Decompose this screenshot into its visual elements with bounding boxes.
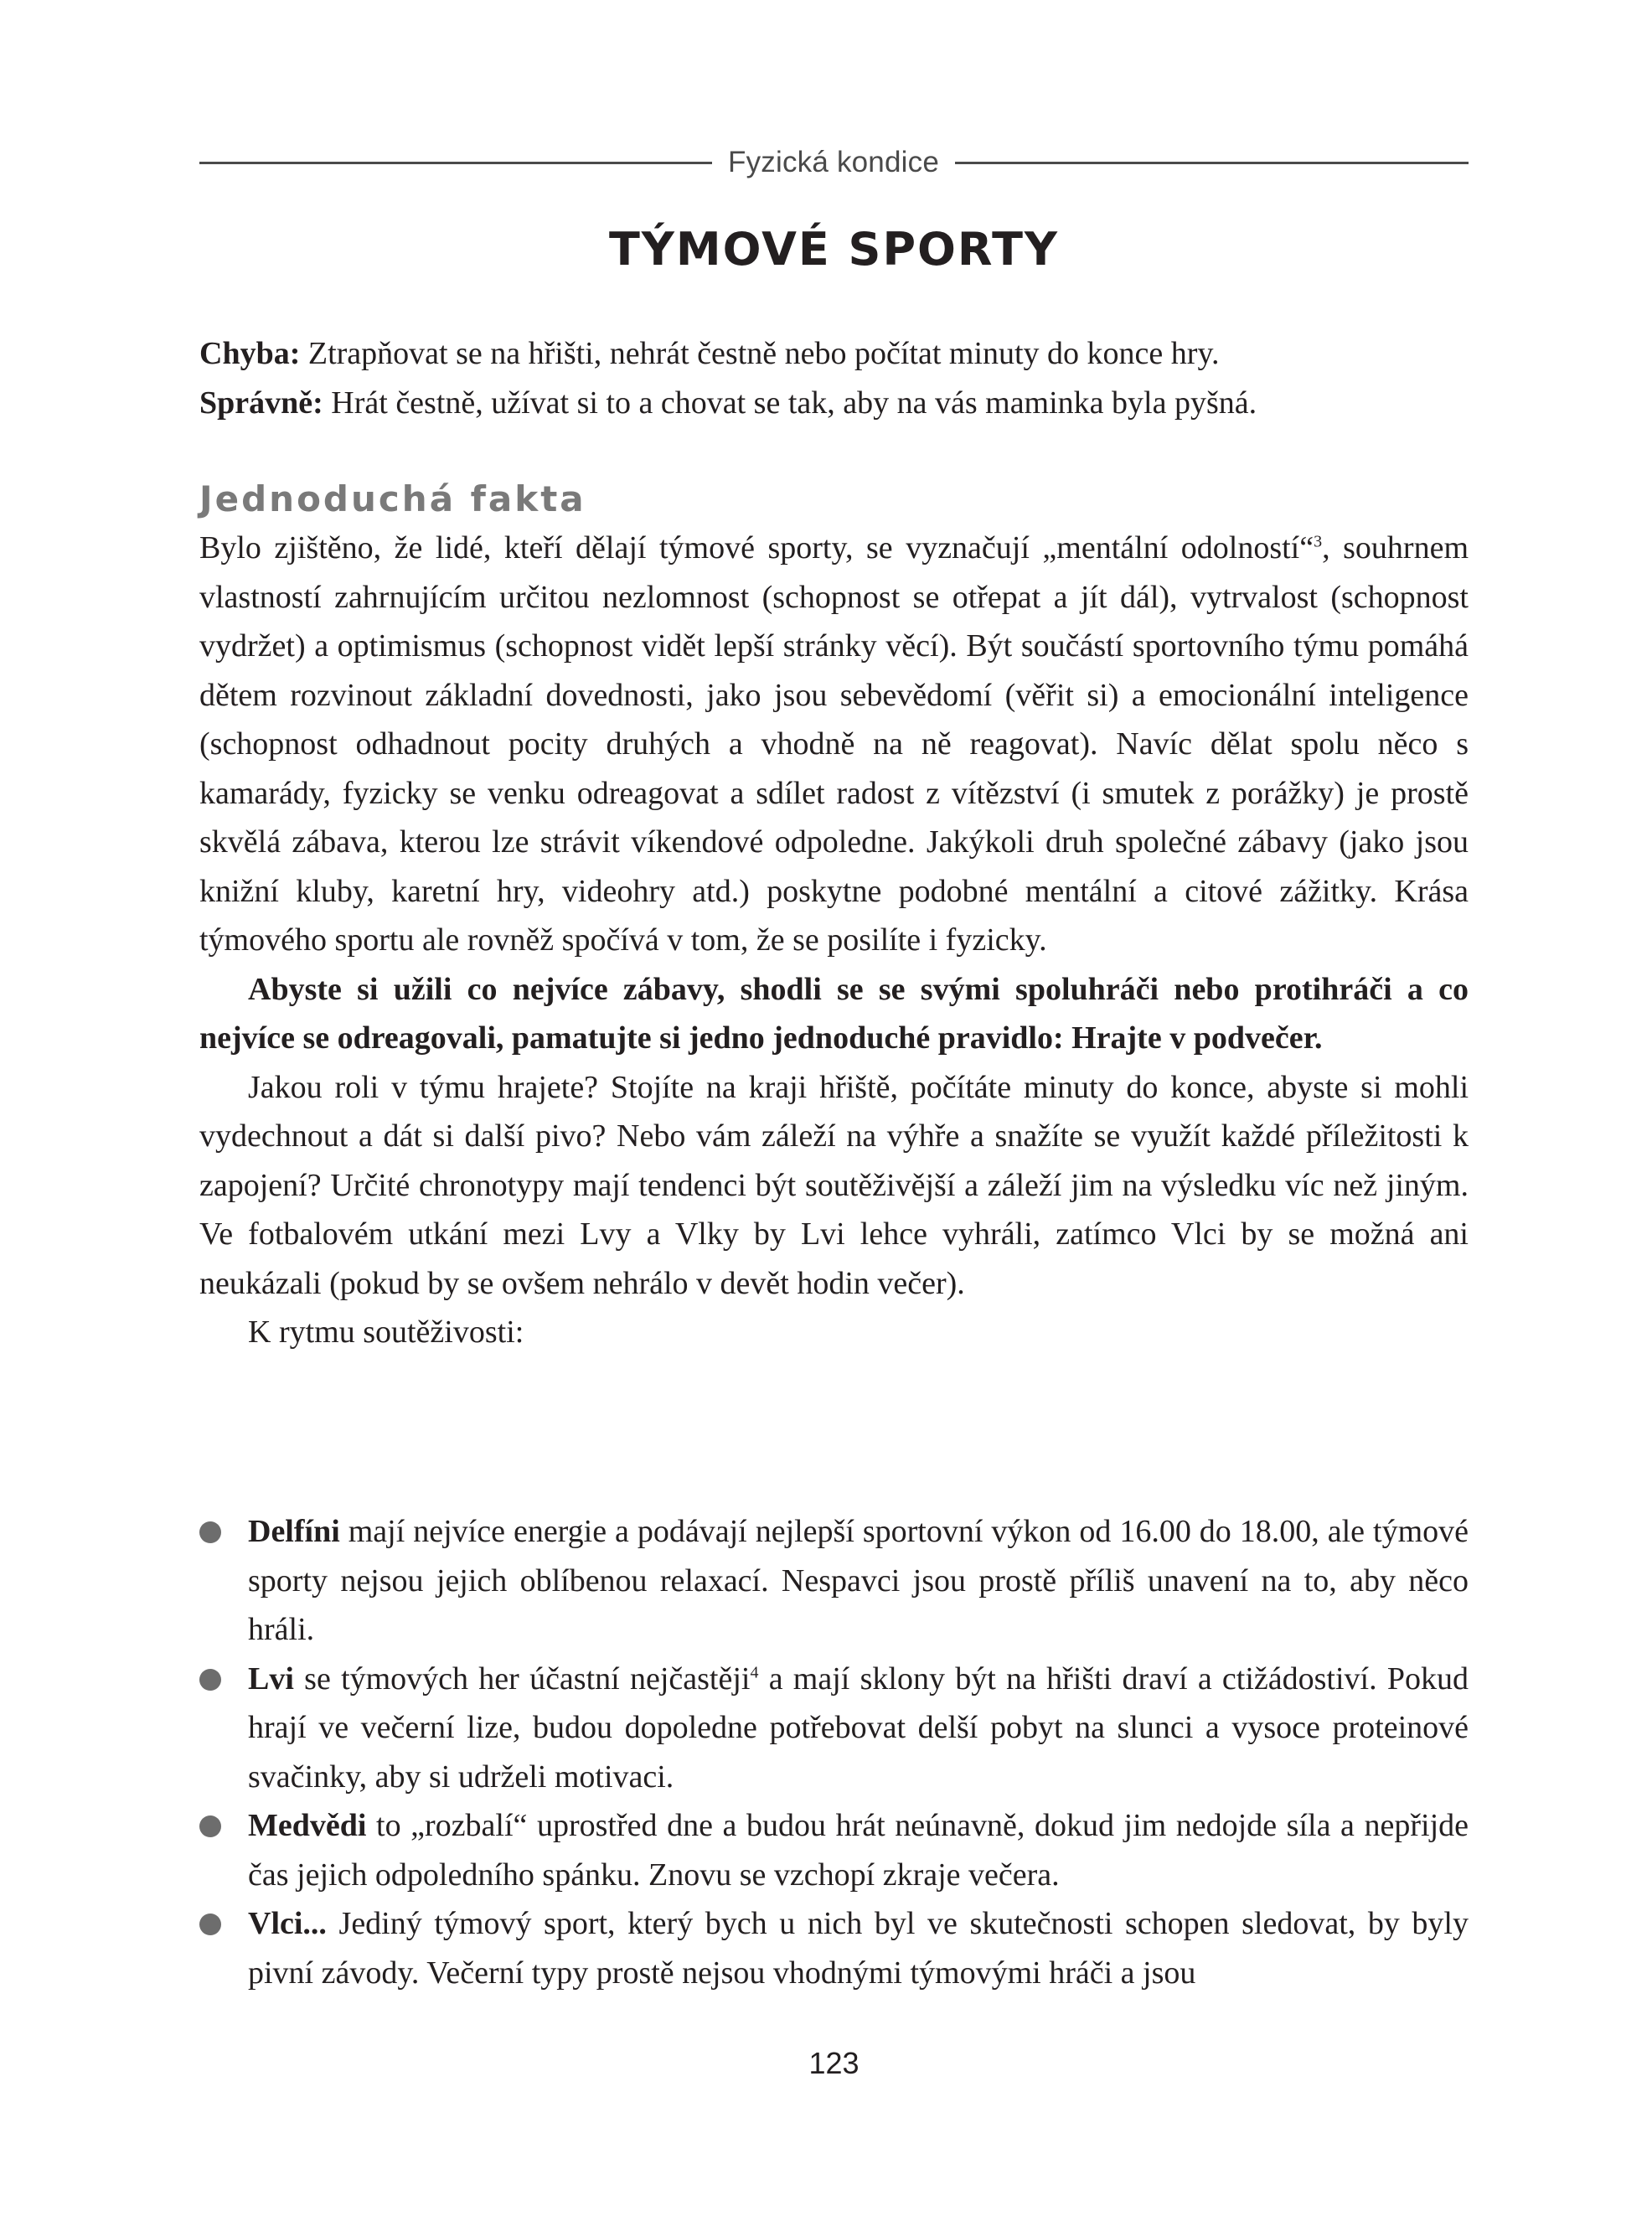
list-item-text: se týmových her účastní nejčastěji — [293, 1660, 751, 1697]
list-item — [199, 1899, 1469, 1997]
list-item — [199, 1655, 1469, 1802]
paragraph-2-bold: Abyste si užili co nejvíce zábavy, shodli se se svými spoluhráči nebo protihráči a co nejvíce se odreagovali, pamatujte si jedno jednoduché pravidlo: Hrajte v podvečer. — [199, 971, 1469, 1056]
list-item-lead: Vlci... — [248, 1906, 327, 1941]
list-item — [199, 1507, 1469, 1655]
header-rule-left — [199, 162, 712, 164]
intro-block — [199, 329, 1469, 427]
correct-line — [199, 379, 1469, 428]
section-heading: Jednoduchá fakta — [199, 478, 586, 519]
list-item-text: to „rozbalí“ uprostřed dne a budou hrát neúnavně, dokud jim nedojde síla a nepřijde čas jejich odpoledního spánku. Znovu se vzchopí zkraje večera. — [248, 1808, 1469, 1893]
footnote-ref: 4 — [750, 1662, 759, 1681]
list-item-lead: Delfíni — [248, 1514, 340, 1549]
running-header — [199, 142, 1469, 184]
list-item-text: Jediný týmový sport, který bych u nich byl ve skutečnosti schopen sledovat, by byly pivní závody. Večerní typy prostě nejsou vhodnými týmovými hráči a jsou — [248, 1906, 1469, 1991]
running-title: Fyzická kondice — [728, 146, 939, 178]
chronotype-list — [199, 1507, 1469, 1997]
bullet-dot — [199, 1521, 221, 1543]
correct-text: Hrát čestně, užívat si to a chovat se tak, aby na vás maminka byla pyšná. — [323, 385, 1257, 421]
paragraph-1-text-a: Bylo zjištěno, že lidé, kteří dělají týmové sporty, se vyznačují „mentální odolností“ — [199, 530, 1314, 566]
error-line — [199, 329, 1469, 379]
paragraph-1 — [199, 524, 1469, 965]
chapter-title: TÝMOVÉ SPORTY — [608, 223, 1060, 276]
bullet-dot — [199, 1669, 221, 1691]
footnote-ref: 3 — [1314, 532, 1323, 551]
page-number: 123 — [808, 2046, 860, 2080]
section-body — [199, 524, 1469, 1357]
header-rule-right — [955, 162, 1469, 164]
list-item-lead: Lvi — [248, 1660, 294, 1697]
list-item-lead: Medvědi — [248, 1808, 367, 1843]
bullet-dot — [199, 1815, 221, 1837]
list-item — [199, 1801, 1469, 1899]
list-item-text-continued: a mají sklony být na hřišti draví a ctižádostiví. Pokud hrají ve večerní lize, budou dopoledne potřebovat delší pobyt na slunci a vysoce proteinové svačinky, aby si udrželi motivaci. — [248, 1660, 1469, 1795]
paragraph-3: Jakou roli v týmu hrajete? Stojíte na kraji hřiště, počítáte minuty do konce, abyste si mohli vydechnout a dát si další pivo? Nebo vám záleží na výhře a snažíte se využít každé příležitosti k zapojení? Určité chronotypy mají tendenci být soutěživější a záleží jim na výsledku víc než jiným. Ve fotbalovém utkání mezi Lvy a Vlky by Lvi lehce vyhráli, zatímco Vlci by se možná ani neukázali (pokud by se ovšem nehrálo v devět hodin večer). — [199, 1069, 1469, 1301]
error-text: Ztrapňovat se na hřišti, nehrát čestně nebo počítat minuty do konce hry. — [300, 336, 1220, 371]
paragraph-1-text-b: , souhrnem vlastností zahrnujícím určitou nezlomnost (schopnost se otřepat a jít dál), vytrvalost (schopnost vydržet) a optimismus (schopnost vidět lepší stránky věcí). Být součástí sportovního týmu pomáhá dětem rozvinout základní dovednosti, jako jsou sebevědomí (věřit si) a emocionální inteligence (schopnost odhadnout pocity druhých a vhodně na ně reagovat). Navíc dělat spolu něco s kamarády, fyzicky se venku odreagovat a sdílet radost z vítězství (i smutek z porážky) je prostě skvělá zábava, kterou lze strávit víkendové odpoledne. Jakýkoli druh společné zábavy (jako jsou knižní kluby, karetní hry, videohry atd.) poskytne podobné mentální a citové zážitky. Krása týmového sportu ale rovněž spočívá v tom, že se posilíte i fyzicky. — [199, 530, 1469, 958]
paragraph-4: K rytmu soutěživosti: — [248, 1314, 524, 1350]
list-item-text: mají nejvíce energie a podávají nejlepší sportovní výkon od 16.00 do 18.00, ale týmové sporty nejsou jejich oblíbenou relaxací. Nespavci jsou prostě příliš unavení na to, aby něco hráli. — [248, 1514, 1469, 1647]
paragraph-2 — [199, 965, 1469, 1063]
bullet-dot — [199, 1914, 221, 1935]
error-label: Chyba: — [199, 336, 301, 371]
correct-label: Správně: — [199, 385, 323, 421]
